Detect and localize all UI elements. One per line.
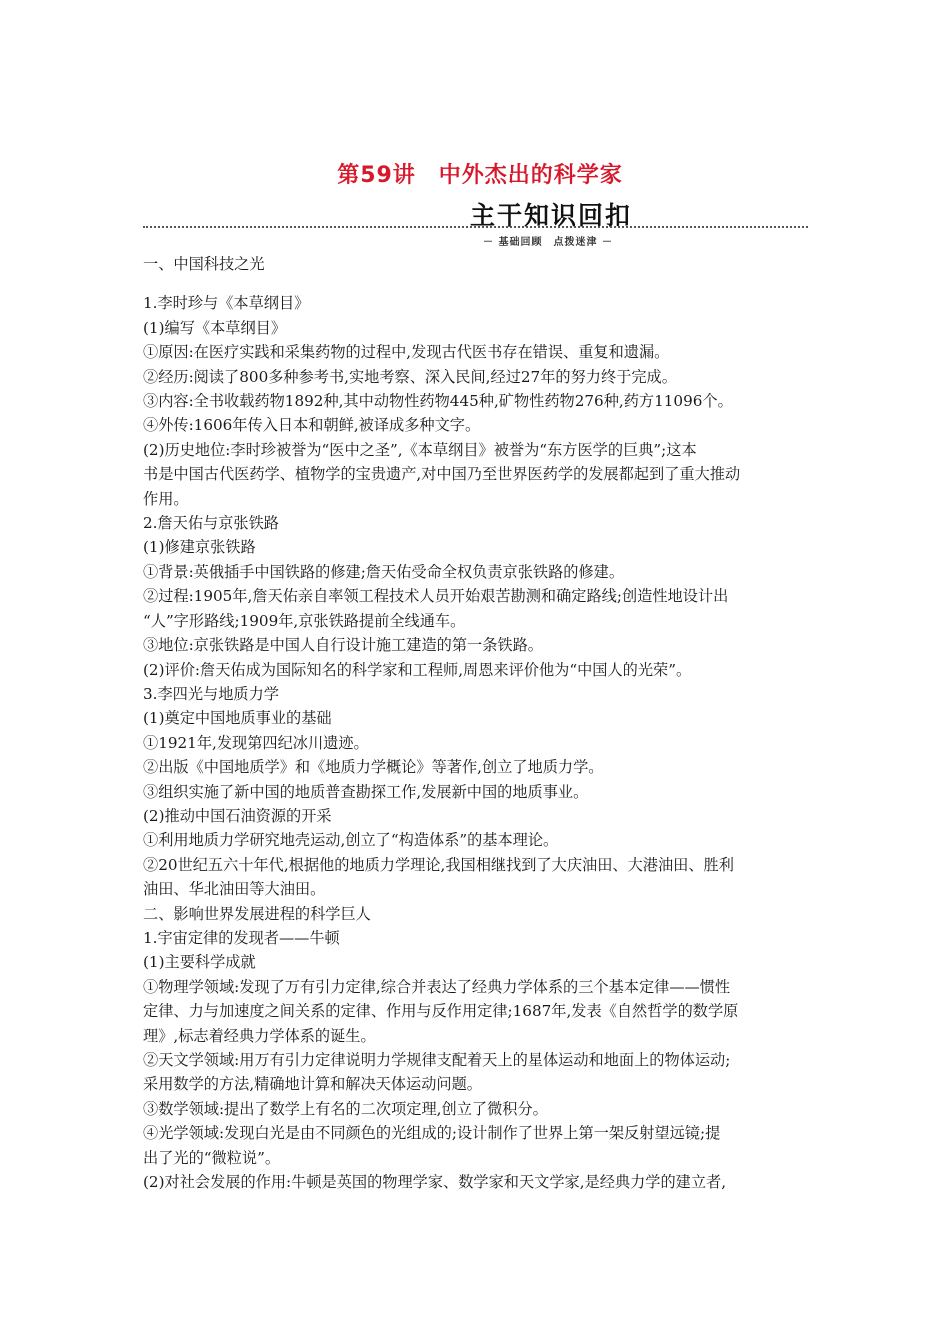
- text-line: 1.李时珍与《本草纲目》: [143, 294, 310, 313]
- text-line: (1)编写《本草纲目》: [143, 318, 287, 337]
- text-line: 采用数学的方法,精确地计算和解决天体运动问题。: [143, 1075, 482, 1094]
- text-line: 一、中国科技之光: [143, 255, 265, 273]
- text-line: (2)对社会发展的作用:牛顿是英国的物理学家、数学家和天文学家,是经典力学的建立者,: [143, 1173, 727, 1192]
- text-line: ①物理学领域:发现了万有引力定律,综合并表达了经典力学体系的三个基本定律——惯性: [143, 977, 731, 996]
- text-line: ①利用地质力学研究地壳运动,创立了“构造体系”的基本理论。: [143, 831, 559, 850]
- section-banner-heading: 主干知识回扣: [470, 201, 633, 230]
- text-line: ④光学领域:发现白光是由不同颜色的光组成的;设计制作了世界上第一架反射望远镜;提: [143, 1124, 721, 1143]
- text-line: (1)奠定中国地质事业的基础: [143, 709, 332, 728]
- text-line: 理》,标志着经典力学体系的诞生。: [143, 1026, 376, 1045]
- text-line: ②天文学领域:用万有引力定律说明力学规律支配着天上的星体运动和地面上的物体运动;: [143, 1051, 731, 1069]
- text-line: 二、影响世界发展进程的科学巨人: [143, 904, 371, 923]
- lesson-title: 第59讲 中外杰出的科学家: [337, 163, 623, 188]
- text-line: ①1921年,发现第四纪冰川遗迹。: [143, 733, 369, 752]
- section-banner-subheading: － 基础回顾 点拨迷津 －: [483, 237, 613, 248]
- paragraph-gap: [143, 276, 808, 291]
- text-line: 3.李四光与地质力学: [143, 684, 279, 703]
- text-line: 2.詹天佑与京张铁路: [143, 514, 279, 533]
- text-line: ③数学领域:提出了数学上有名的二次项定理,创立了微积分。: [143, 1099, 548, 1118]
- text-line: ①原因:在医疗实践和采集药物的过程中,发现古代医书存在错误、重复和遗漏。: [143, 343, 670, 362]
- text-line: ②经历:阅读了800多种参考书,实地考察、深入民间,经过27年的努力终于完成。: [143, 367, 677, 386]
- text-line: ②出版《中国地质学》和《地质力学概论》等著作,创立了地质力学。: [143, 758, 604, 777]
- text-line: ②过程:1905年,詹天佑亲自率领工程技术人员开始艰苦勘测和确定路线;创造性地设计出: [143, 587, 729, 606]
- text-line: (2)历史地位:李时珍被誉为“医中之圣”,《本草纲目》被誉为“东方医学的巨典”;这本: [143, 440, 697, 459]
- text-line: 油田、华北油田等大油田。: [143, 880, 326, 899]
- text-line: “人”字形路线;1909年,京张铁路提前全线通车。: [143, 611, 466, 630]
- text-line: ④外传:1606年传入日本和朝鲜,被译成多种文字。: [143, 416, 481, 435]
- text-line: 定律、力与加速度之间关系的定律、作用与反作用定律;1687年,发表《自然哲学的数学原: [143, 1002, 739, 1021]
- document-body: [143, 252, 808, 1194]
- text-line: 出了光的“微粒说”。: [143, 1148, 281, 1167]
- text-line: ③地位:京张铁路是中国人自行设计施工建造的第一条铁路。: [143, 636, 543, 655]
- banner-divider: [143, 226, 808, 228]
- text-line: (2)推动中国石油资源的开采: [143, 806, 332, 825]
- text-line: 书是中国古代医药学、植物学的宝贵遗产,对中国乃至世界医药学的发展都起到了重大推动: [143, 465, 741, 484]
- text-line: (2)评价:詹天佑成为国际知名的科学家和工程师,周恩来评价他为“中国人的光荣”。: [143, 660, 692, 679]
- text-line: ③组织实施了新中国的地质普查勘探工作,发展新中国的地质事业。: [143, 782, 589, 801]
- text-line: ①背景:英俄插手中国铁路的修建;詹天佑受命全权负责京张铁路的修建。: [143, 562, 625, 581]
- text-line: 1.宇宙定律的发现者——牛顿: [143, 928, 340, 947]
- text-line: (1)主要科学成就: [143, 953, 256, 972]
- text-line: ②20世纪五六十年代,根据他的地质力学理论,我国相继找到了大庆油田、大港油田、胜利: [143, 855, 734, 874]
- text-line: ③内容:全书收载药物1892种,其中动物性药物445种,矿物性药物276种,药方11096个。: [143, 392, 733, 411]
- text-line: 作用。: [143, 489, 189, 508]
- text-line: (1)修建京张铁路: [143, 538, 256, 557]
